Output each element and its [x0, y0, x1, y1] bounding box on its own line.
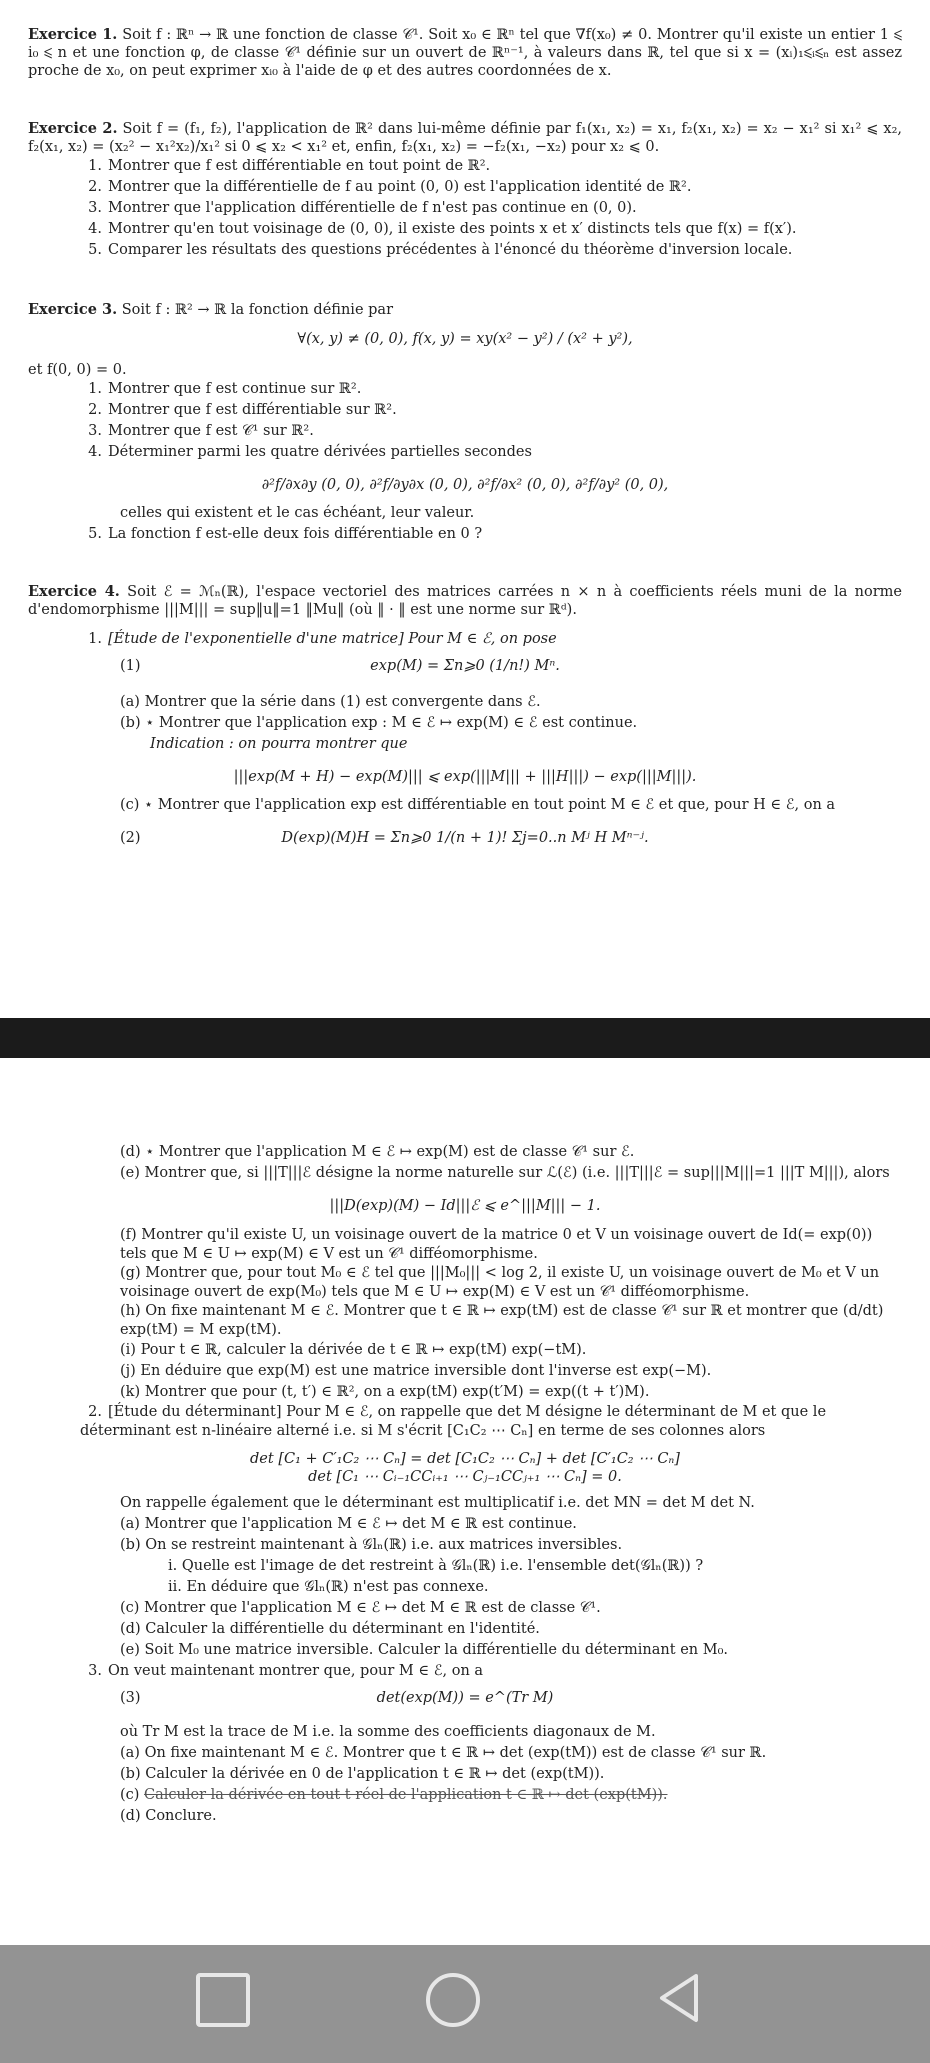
list-item: (f) Montrer qu'il existe U, un voisinage ouvert de la matrice 0 et V un voisinage ouvert de Id(= exp(0)) tels que M ∈ U ↦ exp(M) ∈ V est un 𝒞¹ difféomorphisme.	[120, 1227, 873, 1262]
square-nav-icon[interactable]	[196, 1973, 250, 2027]
exercise-3-list	[28, 379, 902, 463]
exercise-4-label: Exercice 4.	[28, 583, 120, 600]
part-2-heading: 2. [Étude du déterminant] Pour M ∈ ℰ, on rappelle que det M désigne le déterminant de M et que le déterminant est n-linéaire alterné i.e. si M s'écrit [C₁C₂ ⋯ Cₙ] en terme de ses colonnes alors	[80, 1404, 827, 1439]
list-item: (j) En déduire que exp(M) est une matrice inversible dont l'inverse est exp(−M).	[120, 1363, 712, 1379]
second-derivatives-formula: ∂²f/∂x∂y (0, 0), ∂²f/∂y∂x (0, 0), ∂²f/∂x² (0, 0), ∂²f/∂y² (0, 0),	[261, 477, 669, 493]
list-item: (c) Calculer la dérivée en tout t réel de l'application t ∈ ℝ ↦ det (exp(tM)).	[120, 1787, 668, 1803]
exercise-1-label: Exercice 1.	[28, 26, 118, 43]
list-item: 5. Comparer les résultats des questions précédentes à l'énoncé du théorème d'inversion locale.	[88, 242, 793, 258]
list-item: i. Quelle est l'image de det restreint à 𝒢lₙ(ℝ) i.e. l'ensemble det(𝒢lₙ(ℝ)) ?	[168, 1558, 704, 1574]
exercise-2-text: Soit f = (f₁, f₂), l'application de ℝ² dans lui-même définie par f₁(x₁, x₂) = x₁, f₂(x₁, x₂) = x₂ − x₁² si x₁² ⩽ x₂, f₂(x₁, x₂) = (x₂² − x₁²x₂)/x₁² si 0 ⩽ x₂ < x₁² et, enfin, f₂(x₁, x₂) = −f₂(x₁, −x₂) pour x₂ ⩽ 0.	[28, 121, 903, 155]
list-item: (b) On se restreint maintenant à 𝒢lₙ(ℝ) i.e. aux matrices inversibles.	[120, 1537, 623, 1553]
list-item: 1. Montrer que f est continue sur ℝ².	[88, 381, 362, 397]
list-item: (e) Montrer que, si |||T|||ℰ désigne la norme naturelle sur ℒ(ℰ) (i.e. |||T|||ℰ = sup|||M|||=1 |||T M|||), alors	[120, 1165, 890, 1181]
exp-derivative-bound: |||D(exp)(M) − Id|||ℰ ⩽ e^|||M||| − 1.	[329, 1198, 601, 1214]
circle-nav-icon[interactable]	[426, 1973, 480, 2027]
list-item: (b) Calculer la dérivée en 0 de l'application t ∈ ℝ ↦ det (exp(tM)).	[120, 1766, 605, 1782]
equation-1	[28, 650, 902, 684]
list-item: (c) ⋆ Montrer que l'application exp est différentiable en tout point M ∈ ℰ et que, pour H ∈ ℰ, on a	[120, 797, 836, 813]
list-item: (a) On fixe maintenant M ∈ ℰ. Montrer que t ∈ ℝ ↦ det (exp(tM)) est de classe 𝒞¹ sur ℝ.	[120, 1745, 767, 1761]
list-item: 1. Montrer que f est différentiable en tout point de ℝ².	[88, 158, 491, 174]
list-item: (b) ⋆ Montrer que l'application exp : M ∈ ℰ ↦ exp(M) ∈ ℰ est continue.	[120, 715, 638, 731]
exercise-1	[28, 26, 902, 80]
list-item: (d) Calculer la différentielle du déterminant en l'identité.	[120, 1621, 540, 1637]
exercise-2	[28, 120, 902, 156]
equation-3	[28, 1682, 902, 1716]
equation-2	[28, 822, 902, 856]
part-3-heading: 3. On veut maintenant montrer que, pour M ∈ ℰ, on a	[88, 1663, 484, 1679]
exercise-4-text: Soit ℰ = ℳₙ(ℝ), l'espace vectoriel des matrices carrées n × n à coefficients réels muni de la norme d'endomorphisme |||M||| = sup‖u‖=1 ‖Mu‖ (où ‖ · ‖ est une norme sur ℝᵈ).	[28, 584, 902, 618]
list-item: ii. En déduire que 𝒢lₙ(ℝ) n'est pas connexe.	[168, 1579, 489, 1595]
list-item: (k) Montrer que pour (t, t′) ∈ ℝ², on a exp(tM) exp(t′M) = exp((t + t′)M).	[120, 1384, 650, 1400]
determinant-alternating: det [C₁ ⋯ Cᵢ₋₁CCᵢ₊₁ ⋯ Cⱼ₋₁CCⱼ₊₁ ⋯ Cₙ] = 0.	[308, 1469, 622, 1485]
list-item: (h) On fixe maintenant M ∈ ℰ. Montrer que t ∈ ℝ ↦ exp(tM) est de classe 𝒞¹ sur ℝ et montrer que (d/dt) exp(tM) = M exp(tM).	[120, 1303, 884, 1338]
exercise-2-list	[28, 156, 902, 261]
list-item: (a) Montrer que l'application M ∈ ℰ ↦ det M ∈ ℝ est continue.	[120, 1516, 577, 1532]
exercise-3-text: Soit f : ℝ² → ℝ la fonction définie par	[121, 302, 393, 318]
list-item: 4. Déterminer parmi les quatre dérivées partielles secondes	[88, 444, 532, 460]
list-item: 3. Montrer que l'application différentielle de f n'est pas continue en (0, 0).	[88, 200, 637, 216]
list-item: 3. Montrer que f est 𝒞¹ sur ℝ².	[88, 423, 314, 439]
determinant-linearity: det [C₁ + C′₁C₂ ⋯ Cₙ] = det [C₁C₂ ⋯ Cₙ] + det [C′₁C₂ ⋯ Cₙ]	[250, 1451, 680, 1467]
determinant-multiplicative: On rappelle également que le déterminant est multiplicatif i.e. det MN = det M det N.	[120, 1495, 755, 1511]
page-separator	[0, 1018, 930, 1058]
list-item: 5. La fonction f est-elle deux fois différentiable en 0 ?	[88, 526, 483, 542]
list-item: 2. Montrer que f est différentiable sur ℝ².	[88, 402, 397, 418]
hint-inequality: |||exp(M + H) − exp(M)||| ⩽ exp(|||M||| + |||H|||) − exp(|||M|||).	[233, 769, 697, 785]
hint: Indication : on pourra montrer que	[150, 736, 408, 752]
list-item: (i) Pour t ∈ ℝ, calculer la dérivée de t ∈ ℝ ↦ exp(tM) exp(−tM).	[120, 1342, 587, 1358]
list-item: (c) Montrer que l'application M ∈ ℰ ↦ det M ∈ ℝ est de classe 𝒞¹.	[120, 1600, 601, 1616]
equation-2-tag: (2)	[120, 830, 141, 846]
part-1-heading: 1. [Étude de l'exponentielle d'une matrice] Pour M ∈ ℰ, on pose	[88, 631, 557, 647]
page-1	[0, 0, 930, 1018]
exercise-3-after: et f(0, 0) = 0.	[28, 362, 127, 378]
list-item: (d) ⋆ Montrer que l'application M ∈ ℰ ↦ exp(M) est de classe 𝒞¹ sur ℰ.	[120, 1144, 635, 1160]
list-item: (g) Montrer que, pour tout M₀ ∈ ℰ tel que |||M₀||| < log 2, il existe U, un voisinage ouvert de M₀ et V un voisinage ouvert de exp(M₀) tels que M ∈ U ↦ exp(M) ∈ V est un 𝒞¹ difféomorphisme.	[120, 1265, 880, 1300]
page-2	[0, 1058, 930, 2063]
exercise-2-label: Exercice 2.	[28, 120, 118, 137]
equation-2-body: D(exp)(M)H = Σn⩾0 1/(n + 1)! Σj=0..n Mʲ H Mⁿ⁻ʲ.	[281, 830, 649, 846]
navigation-bar	[0, 1945, 930, 2063]
list-item: (e) Soit M₀ une matrice inversible. Calculer la différentielle du déterminant en M₀.	[120, 1642, 728, 1658]
exercise-4	[28, 583, 902, 619]
list-item: 2. Montrer que la différentielle de f au point (0, 0) est l'application identité de ℝ².	[88, 179, 692, 195]
trace-definition: où Tr M est la trace de M i.e. la somme des coefficients diagonaux de M.	[120, 1724, 656, 1740]
equation-1-body: exp(M) = Σn⩾0 (1/n!) Mⁿ.	[370, 658, 560, 674]
equation-3-body: det(exp(M)) = e^(Tr M)	[376, 1690, 554, 1706]
exercise-1-text: Soit f : ℝⁿ → ℝ une fonction de classe 𝒞¹. Soit x₀ ∈ ℝⁿ tel que ∇f(x₀) ≠ 0. Montrer qu'il existe un entier 1 ⩽ i₀ ⩽ n et une fonction φ, de classe 𝒞¹ définie sur un ouvert de ℝⁿ⁻¹, à valeurs dans ℝ, tel que si x = (xᵢ)₁⩽ᵢ⩽ₙ est assez proche de x₀, on peut exprimer xᵢ₀ à l'aide de φ et des autres coordonnées de x.	[28, 27, 902, 79]
triangle-back-icon[interactable]	[656, 1973, 702, 2019]
list-item: 4. Montrer qu'en tout voisinage de (0, 0), il existe des points x et x′ distincts tels que f(x) = f(x′).	[88, 221, 797, 237]
equation-1-tag: (1)	[120, 658, 141, 674]
list-item: (a) Montrer que la série dans (1) est convergente dans ℰ.	[120, 694, 541, 710]
equation-3-tag: (3)	[120, 1690, 141, 1706]
derivatives-after: celles qui existent et le cas échéant, leur valeur.	[120, 505, 475, 521]
exercise-3-label: Exercice 3.	[28, 301, 118, 318]
list-item: (d) Conclure.	[120, 1808, 217, 1824]
exercise-3-formula: ∀(x, y) ≠ (0, 0), f(x, y) = xy(x² − y²) / (x² + y²),	[297, 331, 633, 347]
exercise-3	[28, 301, 902, 319]
